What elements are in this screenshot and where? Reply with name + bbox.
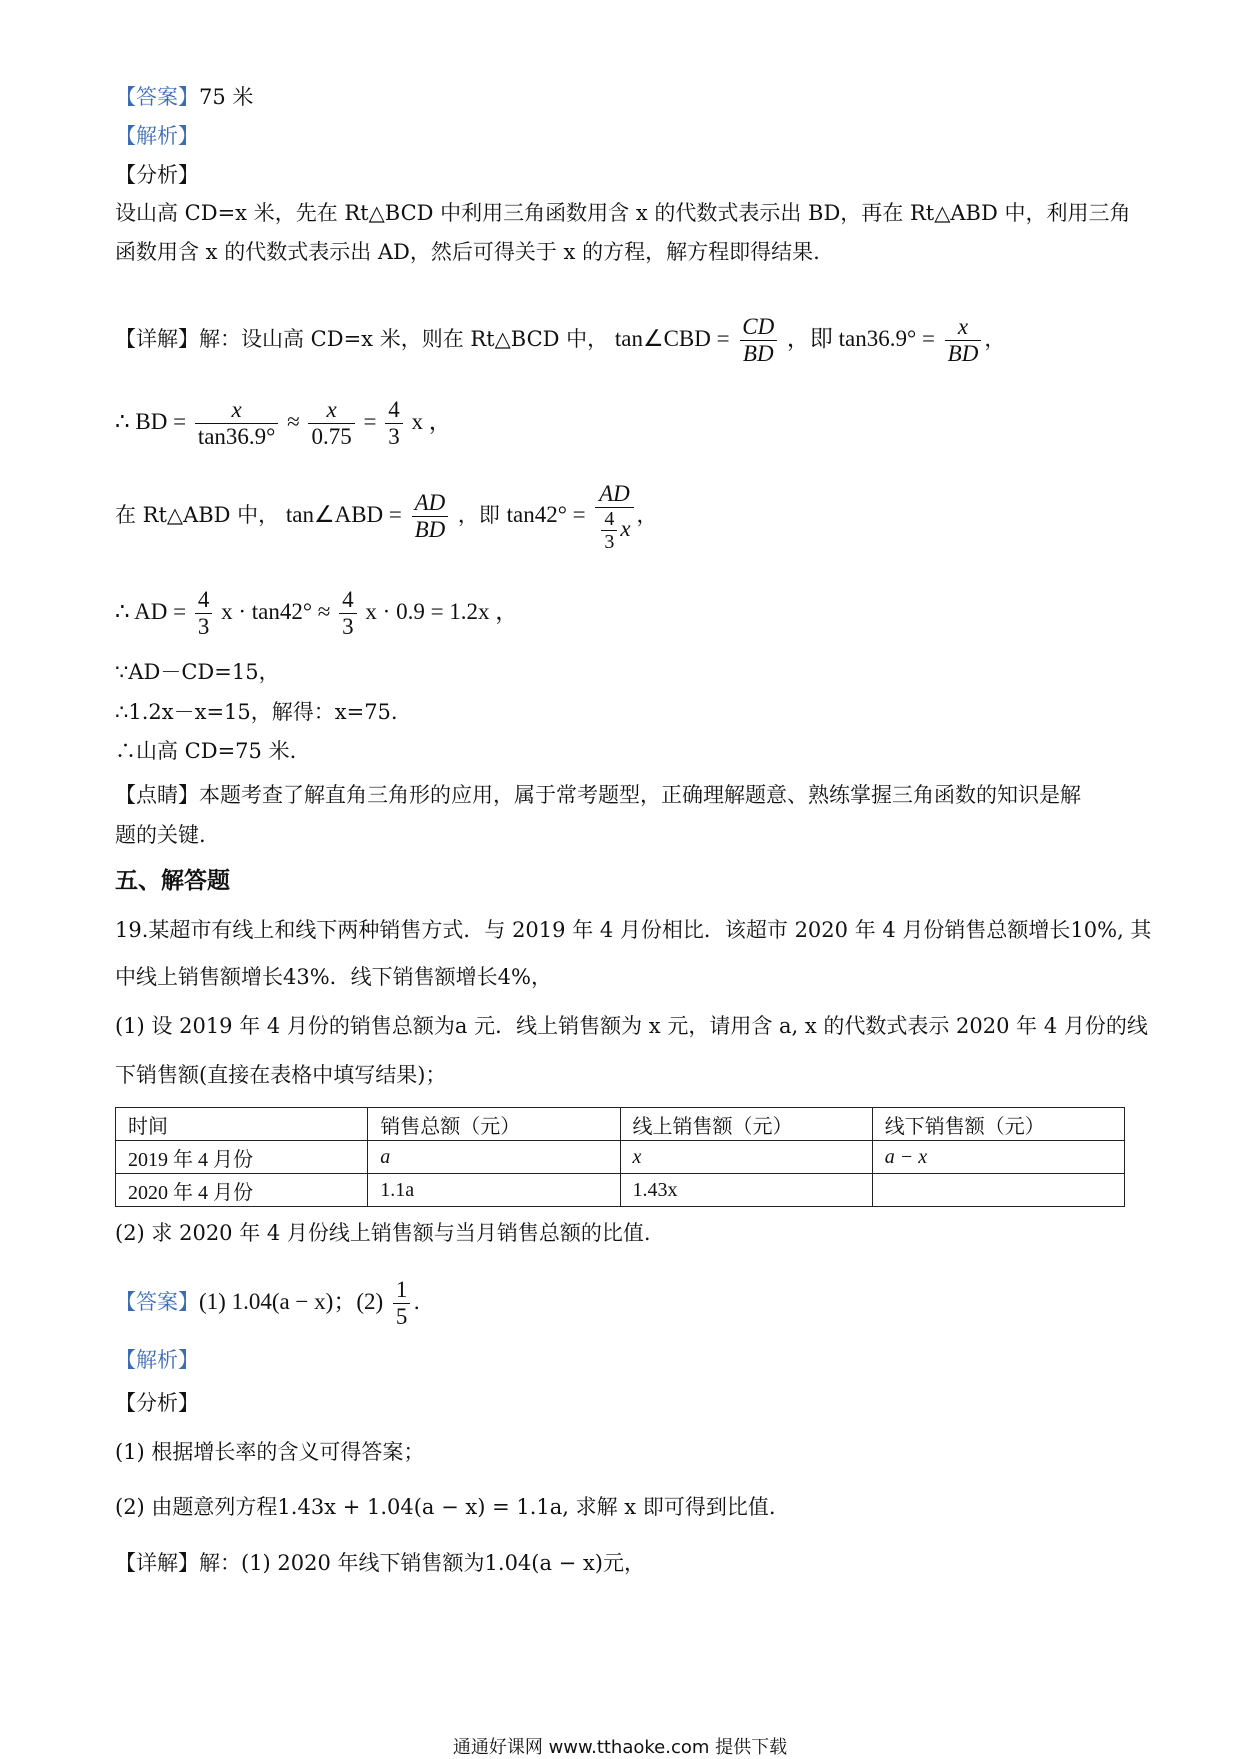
table-cell: 1.1a bbox=[368, 1174, 620, 1207]
xiangjie-label: 【详解】 bbox=[115, 327, 199, 351]
q19-fenxi-label: 【分析】 bbox=[115, 1391, 199, 1415]
detail-intro: 解：设山高 CD=x 米，则在 Rt△BCD 中， bbox=[199, 327, 609, 351]
q19-answer-line: 【答案】(1) 1.04(a − x)；(2) $\frac{1}{5}$ . bbox=[115, 1277, 421, 1329]
table-cell: a bbox=[368, 1141, 620, 1174]
abd-equation: 在 Rt△ABD 中， tan∠ABD = $\frac{AD}{BD}$ ，即 tan42° = AD $\frac{4}{3}$ x ， bbox=[115, 480, 658, 553]
answer-fraction: $\frac{1}{5}$ bbox=[393, 1277, 411, 1330]
table-cell bbox=[872, 1174, 1124, 1207]
page-footer: 通通好课网 www.tthaoke.com 提供下载 bbox=[452, 1737, 788, 1758]
table-header-row bbox=[116, 1108, 1125, 1141]
table-cell: a − x bbox=[872, 1141, 1124, 1174]
answer-label: 【答案】 bbox=[115, 1290, 199, 1314]
q19-fenxi-2: (2) 由题意列方程1.43x + 1.04(a − x) = 1.1a, 求解 x 即可得到比值. bbox=[115, 1495, 776, 1519]
answer-value: 75 米 bbox=[199, 85, 254, 109]
dianjing-line-1: 【点睛】本题考查了解直角三角形的应用，属于常考题型，正确理解题意、熟练掌握三角函数的知识是解 bbox=[115, 783, 1081, 807]
q19-detail: 【详解】解：(1) 2020 年线下销售额为1.04(a − x)元， bbox=[115, 1551, 645, 1575]
detail-line-1: 【详解】解：设山高 CD=x 米，则在 Rt△BCD 中， tan∠CBD = $\frac{CD}{BD}$ ，即 tan36.9° = $\frac{x}{BD}$ ， bbox=[115, 314, 1006, 366]
table-row bbox=[116, 1174, 1125, 1207]
table-cell: 2020 年 4 月份 bbox=[116, 1174, 368, 1207]
dianjing-label: 【点睛】 bbox=[115, 783, 199, 807]
jiexi-label: 【解析】 bbox=[115, 124, 199, 148]
q19-part1-line-1: (1) 设 2019 年 4 月份的销售总额为a 元．线上销售额为 x 元，请用含 a, x 的代数式表示 2020 年 4 月份的线 bbox=[115, 1014, 1148, 1038]
fenxi-text-line-2: 函数用含 x 的代数式表示出 AD，然后可得关于 x 的方程，解方程即得结果. bbox=[115, 240, 820, 264]
table-header: 线下销售额（元） bbox=[872, 1108, 1124, 1141]
ji-tan369: ，即 tan36.9° = bbox=[786, 326, 935, 351]
sales-table bbox=[115, 1107, 1125, 1207]
table-row bbox=[116, 1141, 1125, 1174]
rt-abd: 在 Rt△ABD 中， bbox=[115, 503, 280, 527]
section-title: 五、解答题 bbox=[115, 867, 230, 894]
cd-over-bd: $\frac{CD}{BD}$ bbox=[739, 314, 777, 367]
because-line: ∵AD－CD=15， bbox=[115, 660, 280, 684]
q19-stem-line-1: 19.某超市有线上和线下两种销售方式．与 2019 年 4 月份相比．该超市 2020 年 4 月份销售总额增长10%, 其 bbox=[115, 918, 1152, 942]
q19-fenxi-1: (1) 根据增长率的含义可得答案； bbox=[115, 1440, 425, 1464]
ad-equation: ∴ AD = $\frac{4}{3}$ x · tan42° ≈ $\frac{4}{3}$ x · 0.9 = 1.2x ， bbox=[115, 587, 519, 640]
dianjing-line-2: 题的关键. bbox=[115, 823, 206, 847]
q19-part2: (2) 求 2020 年 4 月份线上销售额与当月销售总额的比值. bbox=[115, 1221, 651, 1245]
answer-label: 【答案】 bbox=[115, 85, 199, 109]
answer-line bbox=[115, 82, 253, 112]
table-cell: 1.43x bbox=[620, 1174, 872, 1207]
table-cell: x bbox=[620, 1141, 872, 1174]
table-header: 线上销售额（元） bbox=[620, 1108, 872, 1141]
solve-line: ∴1.2x－x=15，解得：x=75. bbox=[115, 700, 398, 724]
fenxi-text-line-1: 设山高 CD=x 米，先在 Rt△BCD 中利用三角函数用含 x 的代数式表示出 BD，再在 Rt△ABD 中，利用三角 bbox=[115, 201, 1131, 225]
x-over-bd: $\frac{x}{BD}$ bbox=[945, 314, 982, 367]
therefore-bd: ∴ BD = bbox=[115, 409, 187, 434]
q19-jiexi-label: 【解析】 bbox=[115, 1348, 199, 1372]
xiangjie-label: 【详解】 bbox=[115, 1551, 199, 1575]
table-header: 销售总额（元） bbox=[368, 1108, 620, 1141]
q19-part1-line-2: 下销售额(直接在表格中填写结果)； bbox=[115, 1063, 447, 1087]
table-header: 时间 bbox=[116, 1108, 368, 1141]
table-cell: 2019 年 4 月份 bbox=[116, 1141, 368, 1174]
q19-stem-line-2: 中线上销售额增长43%．线下销售额增长4%， bbox=[115, 965, 552, 989]
tan-cbd: tan∠CBD = bbox=[614, 326, 730, 351]
bd-equation: ∴ BD = $\frac{x}{\tan 36.9^\circ}$ ≈ $\frac{x}{0.75}$ = $\frac{4}{3}$ x ， bbox=[115, 397, 452, 450]
result-line: ∴山高 CD=75 米. bbox=[115, 739, 297, 763]
fenxi-label: 【分析】 bbox=[115, 163, 199, 187]
